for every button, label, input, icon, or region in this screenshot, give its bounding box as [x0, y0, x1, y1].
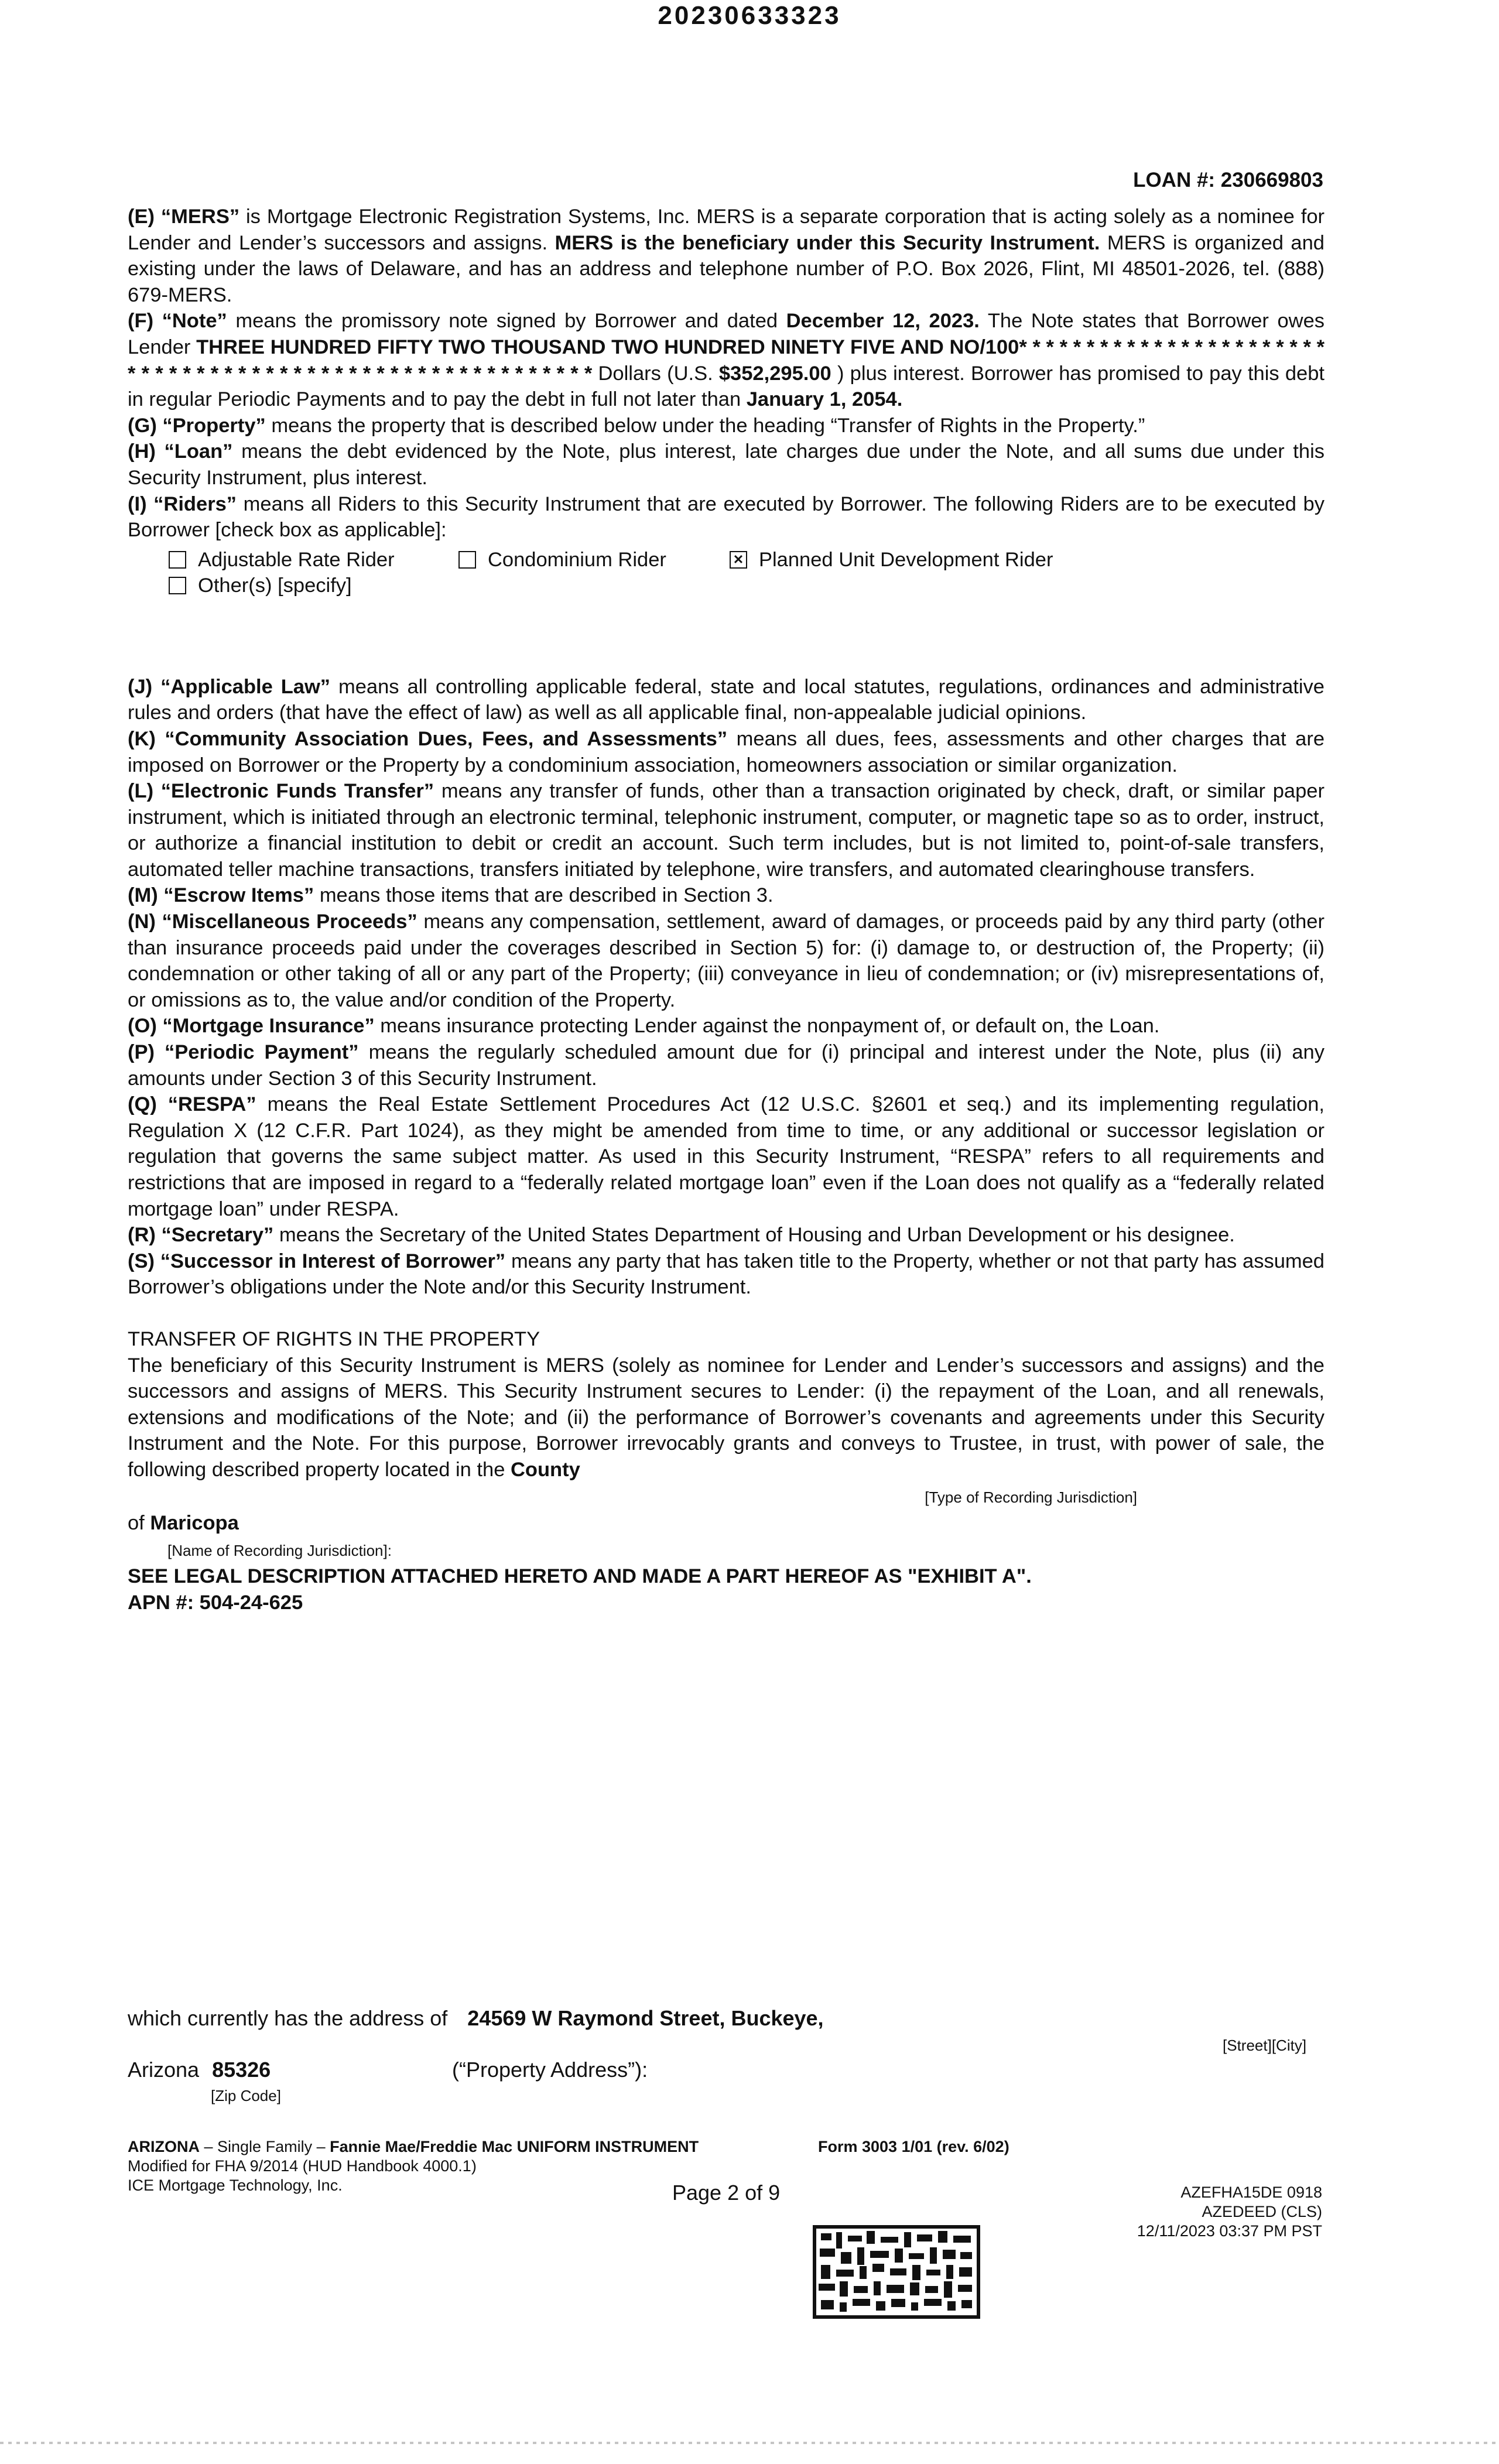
state-zip-line: Arizona 85326 — [128, 2058, 271, 2082]
checkbox-icon[interactable] — [169, 577, 186, 594]
footer-codes: AZEFHA15DE 0918 AZEDEED (CLS) 12/11/2023 03:37 PM PST — [1137, 2184, 1322, 2240]
transfer-text: The beneficiary of this Security Instrument is MERS (solely as nominee for Lender and Lender’s successors and assigns) and the successors and assigns of MERS. This Security Instrument secures to Lender: (i) the repayment of the Loan, and all renewals, extensions and modifications of the Note; and (ii) the performance of Borrower’s covenants and agreements under this Security Instrument and the Note. For this purpose, Borrower irrevocably grants and conveys to Trustee, in trust, with power of sale, the following described property located in the County — [128, 1354, 1325, 1481]
definition-respa: (Q) “RESPA” means the Real Estate Settlement Procedures Act (12 U.S.C. §2601 et seq.) and its implementing regulation, Regulation X (12 C.F.R. Part 1024), as they might be amended from time to time, or any additional or successor legislation or regulation that governs the same subject matter. As used in this Security Instrument, “RESPA” refers to all requirements and restrictions that are imposed in regard to a “federally related mortgage loan” even if the Loan does not qualify as a “federally related mortgage loan” under RESPA. — [128, 1093, 1325, 1220]
zip-code-hint: [Zip Code] — [211, 2087, 281, 2104]
jurisdiction-name-hint: [Name of Recording Jurisdiction]: — [167, 1541, 392, 1559]
page-number: Page 2 of 9 — [672, 2181, 781, 2205]
street-city-hint: [Street][City] — [1223, 2037, 1307, 2054]
rider-other[interactable]: Other(s) [specify] — [169, 573, 352, 599]
legal-description: SEE LEGAL DESCRIPTION ATTACHED HERETO AND MADE A PART HEREOF AS "EXHIBIT A". — [128, 1565, 1032, 1588]
definition-successor-in-interest: (S) “Successor in Interest of Borrower” means any party that has taken title to the Property, whether or not that party has assumed Borrower’s obligations under the Note and/or this Security Instrument. — [128, 1250, 1325, 1299]
barcode-icon — [813, 2225, 980, 2319]
definitions-section — [128, 204, 1325, 1616]
definition-association-dues: (K) “Community Association Dues, Fees, and Assessments” means all dues, fees, assessments and other charges that are imposed on Borrower or the Property by a condominium association, homeowners association or similar organization. — [128, 727, 1325, 776]
definition-miscellaneous-proceeds: (N) “Miscellaneous Proceeds” means any compensation, settlement, award of damages, or proceeds paid by any third party (other than insurance proceeds paid under the coverages described in Section 5) for: (i) damage to, or destruction of, the Property; (ii) condemnation or other taking of all or any part of the Property; (iii) conveyance in lieu of condemnation; or (iv) misrepresentations of, or omissions as to, the value and/or condition of the Property. — [128, 911, 1325, 1011]
apn-number: APN #: 504-24-625 — [128, 1591, 303, 1614]
transfer-heading: TRANSFER OF RIGHTS IN THE PROPERTY — [128, 1327, 540, 1350]
definition-note: (F) “Note” means the promissory note signed by Borrower and dated December 12, 2023. The Note states that Borrower owes Lender THREE HUNDRED FIFTY TWO THOUSAND TWO HUNDRED NINETY FIVE AND NO/100* * * * * * * * * * * * * * * * * * * * * * * * * * * * * * * * * * * * * * * * * * * * * * * * * * * * * * * * * Dollars (U.S. $352,295.00 ) plus interest. Borrower has promised to pay this debt in regular Periodic Payments and to pay the debt in full not later than January 1, 2054. — [128, 310, 1325, 411]
form-number: Form 3003 1/01 (rev. 6/02) — [818, 2138, 1009, 2155]
recording-number: 20230633323 — [658, 1, 841, 30]
jurisdiction-line: of Maricopa — [128, 1512, 239, 1535]
definition-riders: (I) “Riders” means all Riders to this Security Instrument that are executed by Borrower. The following Riders are to be executed by Borrower [check box as applicable]: — [128, 492, 1325, 542]
checkbox-icon[interactable] — [169, 551, 186, 569]
definition-property: (G) “Property” means the property that is described below under the heading “Transfer of Rights in the Property.” — [128, 414, 1145, 437]
checkbox-icon[interactable] — [458, 551, 476, 569]
definition-mers: (E) “MERS” is Mortgage Electronic Registration Systems, Inc. MERS is a separate corporation that is acting solely as a nominee for Lender and Lender’s successors and assigns. MERS is the beneficiary under this Security Instrument. MERS is organized and existing under the laws of Delaware, and has an address and telephone number of P.O. Box 2026, Flint, MI 48501-2026, tel. (888) 679-MERS. — [128, 206, 1325, 306]
definition-applicable-law: (J) “Applicable Law” means all controlling applicable federal, state and local statutes, regulations, ordinances and administrative rules and orders (that have the effect of law) as well as all applicable final, non-appealable judicial opinions. — [128, 675, 1325, 724]
scan-edge-divider — [0, 2442, 1499, 2444]
footer-left: ARIZONA – Single Family – Fannie Mae/Freddie Mac UNIFORM INSTRUMENT Modified for FHA 9/2014 (HUD Handbook 4000.1) ICE Mortgage Technology, Inc. — [128, 2138, 699, 2194]
definition-loan: (H) “Loan” means the debt evidenced by the Note, plus interest, late charges due under the Note, and all sums due under this Security Instrument, plus interest. — [128, 440, 1325, 489]
definition-electronic-funds-transfer: (L) “Electronic Funds Transfer” means any transfer of funds, other than a transaction originated by check, draft, or similar paper instrument, which is initiated through an electronic terminal, telephonic instrument, computer, or magnetic tape so as to order, instruct, or authorize a financial institution to debit or credit an account. Such term includes, but is not limited to, point-of-sale transfers, automated teller machine transactions, transfers initiated by telephone, wire transfers, and automated clearinghouse transfers. — [128, 780, 1325, 881]
definition-mortgage-insurance: (O) “Mortgage Insurance” means insurance protecting Lender against the nonpayment of, or default on, the Loan. — [128, 1015, 1160, 1038]
jurisdiction-type-hint: [Type of Recording Jurisdiction] — [925, 1488, 1137, 1506]
checkbox-checked-icon[interactable]: ✕ — [730, 551, 747, 569]
definition-periodic-payment: (P) “Periodic Payment” means the regularly scheduled amount due for (i) principal and interest under the Note, plus (ii) any amounts under Section 3 of this Security Instrument. — [128, 1041, 1325, 1090]
property-address-label: (“Property Address”): — [452, 2058, 648, 2082]
rider-planned-unit-development[interactable]: ✕ Planned Unit Development Rider — [730, 547, 1053, 573]
rider-adjustable-rate[interactable]: Adjustable Rate Rider — [169, 547, 395, 573]
rider-condominium[interactable]: Condominium Rider — [458, 547, 666, 573]
address-line: which currently has the address of 24569 W Raymond Street, Buckeye, — [128, 2006, 824, 2030]
riders-checklist — [169, 543, 1325, 596]
loan-number: LOAN #: 230669803 — [1133, 169, 1323, 191]
definition-secretary: (R) “Secretary” means the Secretary of the United States Department of Housing and Urban Development or his designee. — [128, 1224, 1235, 1247]
definition-escrow-items: (M) “Escrow Items” means those items that are described in Section 3. — [128, 884, 774, 907]
